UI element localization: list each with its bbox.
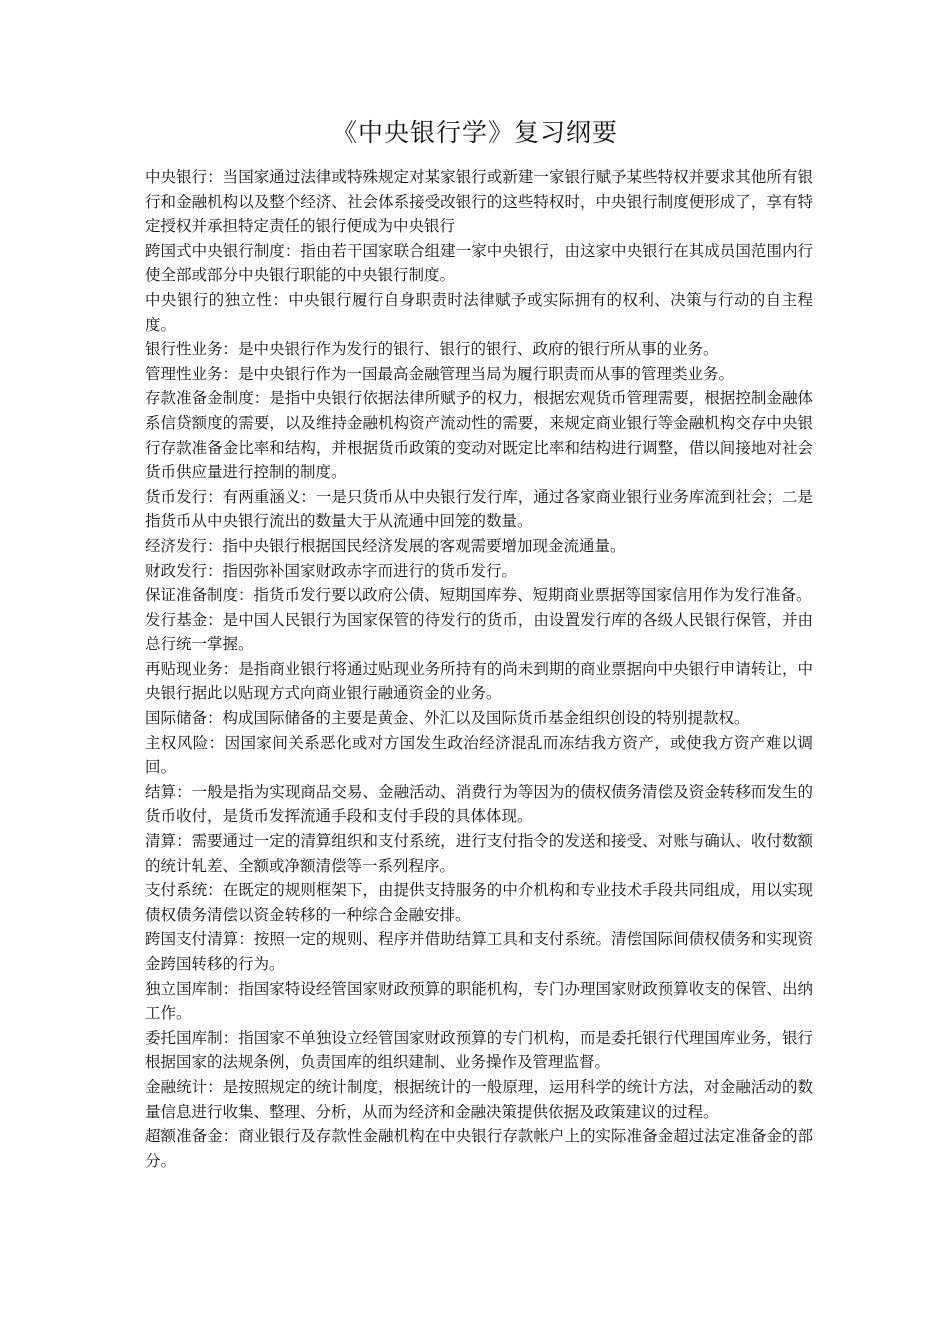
term-entry-independent-treasury: 独立国库制：指国家特设经管国家财政预算的职能机构，专门办理国家财政预算收支的保管、出纳工作。	[145, 979, 813, 1023]
term-entry-cross-border-clearing: 跨国支付清算：按照一定的规则、程序并借助结算工具和支付系统。清偿国际间债权债务和实现资金跨国转移的行为。	[145, 930, 813, 973]
term-entry-issuance-fund: 发行基金：是中国人民银行为国家保管的待发行的货币，由设置发行库的各级人民银行保管，并由总行统一掌握。	[145, 610, 813, 654]
term-entry-central-bank: 中央银行：当国家通过法律或特殊规定对某家银行或新建一家银行赋予某些特权并要求其他所有银行和金融机构以及整个经济、社会体系接受改银行的这些特权时，中央银行制度便形成了，享有特定授权并承担特定责任的银行便成为中央银行	[145, 168, 813, 236]
document-title: 《中央银行学》复习纲要	[331, 118, 618, 147]
term-entry-currency-issuance: 货币发行：有两重涵义：一是只货币从中央银行发行库，通过各家商业银行业务库流到社会；二是指货币从中央银行流出的数量大于从流通中回笼的数量。	[145, 487, 813, 531]
term-entry-management-business: 管理性业务：是中央银行作为一国最高金融管理当局为履行职责而从事的管理类业务。	[145, 364, 735, 383]
term-entry-economic-issuance: 经济发行：指中央银行根据国民经济发展的客观需要增加现金流通量。	[145, 536, 626, 555]
term-entry-rediscount: 再贴现业务：是指商业银行将通过贴现业务所持有的尚未到期的商业票据向中央银行申请转让，中央银行据此以贴现方式向商业银行融通资金的业务。	[145, 659, 813, 703]
term-entry-transnational-central-bank: 跨国式中央银行制度：指由若干国家联合组建一家中央银行，由这家中央银行在其成员国范围内行使全部或部分中央银行职能的中央银行制度。	[145, 241, 813, 285]
term-entry-international-reserve: 国际储备：构成国际储备的主要是黄金、外汇以及国际货币基金组织创设的特别提款权。	[145, 709, 750, 728]
term-entry-clearing: 清算：需要通过一定的清算组织和支付系统，进行支付指令的发送和接受、对账与确认、收付数额的统计轧差、全额或净额清偿等一系列程序。	[145, 832, 813, 875]
term-entry-financial-statistics: 金融统计：是按照规定的统计制度，根据统计的一般原理，运用科学的统计方法，对金融活动的数量信息进行收集、整理、分析，从而为经济和金融决策提供依据及政策建议的过程。	[145, 1077, 813, 1121]
term-entry-fiscal-issuance: 财政发行：指因弥补国家财政赤字而进行的货币发行。	[145, 561, 518, 580]
term-entry-reserve-requirement: 存款准备金制度：是指中央银行依据法律所赋予的权力，根据宏观货币管理需要，根据控制金融体系信贷额度的需要，以及维持金融机构资产流动性的需要，来规定商业银行等金融机构交存中央银行存款准备金比率和结构，并根据货币政策的变动对既定比率和结构进行调整，借以间接地对社会货币供应量进行控制的制度。	[145, 389, 813, 482]
term-entry-payment-system: 支付系统：在既定的规则框架下，由提供支持服务的中介机构和专业技术手段共同组成，用以实现债权债务清偿以资金转移的一种综合金融安排。	[145, 881, 813, 924]
term-entry-sovereign-risk: 主权风险：因国家间关系恶化或对方国发生政治经济混乱而冻结我方资产，或使我方资产难以调回。	[145, 733, 813, 777]
term-entry-settlement: 结算：一般是指为实现商品交易、金融活动、消费行为等因为的债权债务清偿及资金转移而发生的货币收付，是货币发挥流通手段和支付手段的具体体现。	[145, 782, 813, 826]
term-entry-independence: 中央银行的独立性：中央银行履行自身职责时法律赋予或实际拥有的权利、决策与行动的自主程度。	[145, 290, 813, 334]
term-entry-excess-reserve: 超额准备金：商业银行及存款性金融机构在中央银行存款帐户上的实际准备金超过法定准备金的部分。	[145, 1127, 813, 1170]
term-entry-guarantee-reserve: 保证准备制度：指货币发行要以政府公债、短期国库券、短期商业票据等国家信用作为发行准备。	[145, 586, 812, 605]
term-entry-entrusted-treasury: 委托国库制：指国家不单独设立经管国家财政预算的专门机构，而是委托银行代理国库业务，银行根据国家的法规条例，负责国库的组织建制、业务操作及管理监督。	[145, 1028, 813, 1072]
document-body	[145, 165, 813, 1173]
term-entry-banking-business: 银行性业务：是中央银行作为发行的银行、银行的银行、政府的银行所从事的业务。	[145, 340, 719, 359]
